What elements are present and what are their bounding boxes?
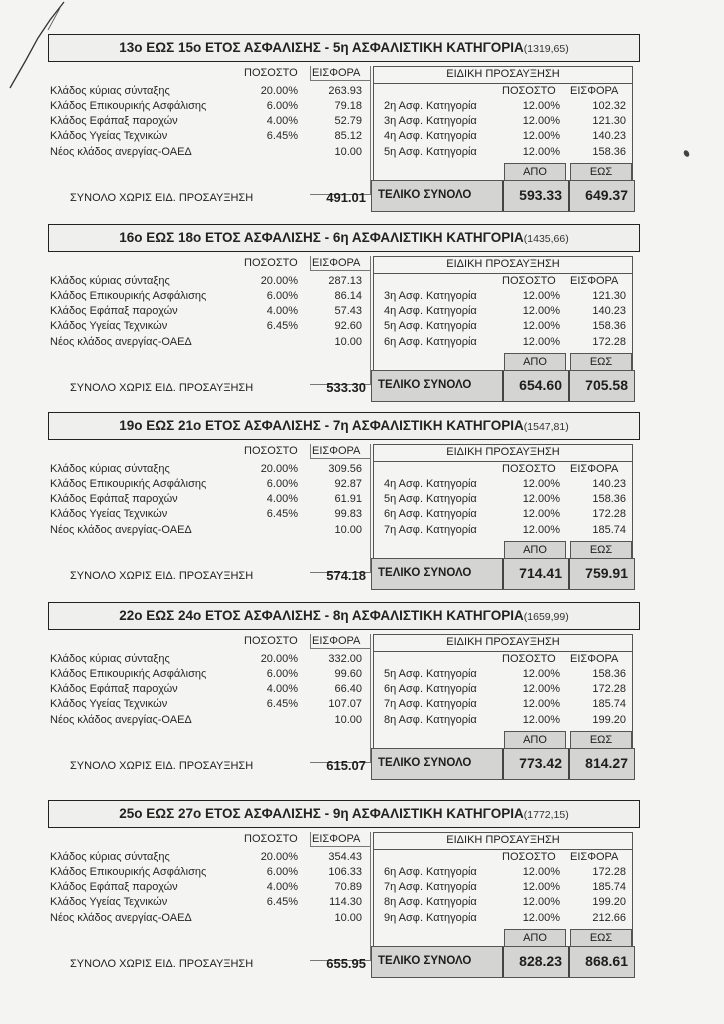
fund-name: Κλάδος Υγείας Τεχνικών	[50, 896, 168, 908]
fund-contribution: 10.00	[334, 912, 362, 924]
fund-name: Κλάδος κύριας σύνταξης	[50, 653, 170, 665]
special-bonus-title: ΕΙΔΙΚΗ ΠΡΟΣΑΥΞΗΣΗ	[446, 258, 560, 270]
special-bonus-title: ΕΙΔΙΚΗ ΠΡΟΣΑΥΞΗΣΗ	[446, 636, 560, 648]
bonus-percent: 12.00%	[522, 493, 560, 505]
to-header: ΕΩΣ	[570, 163, 632, 181]
section-title: 22ο ΕΩΣ 24ο ΕΤΟΣ ΑΣΦΑΛΙΣΗΣ - 8η ΑΣΦΑΛΙΣΤΙΚΗ ΚΑΤΗΓΟΡΙΑ	[119, 608, 524, 623]
bonus-percent: 12.00%	[522, 683, 560, 695]
bonus-contribution: 102.32	[592, 100, 626, 112]
final-total-from: 828.23	[519, 953, 562, 969]
final-total-box	[371, 946, 635, 978]
scan-speck	[683, 149, 691, 158]
fund-percent: 6.45%	[266, 698, 298, 710]
bonus-contribution: 172.28	[592, 866, 626, 878]
bonus-contribution: 185.74	[592, 881, 626, 893]
bonus-percent: 12.00%	[522, 478, 560, 490]
divider	[374, 849, 632, 850]
fund-name: Κλάδος κύριας σύνταξης	[50, 463, 170, 475]
from-header: ΑΠΟ	[504, 163, 566, 181]
fund-contribution: 52.79	[334, 115, 362, 127]
insurance-section	[48, 602, 640, 777]
bonus-percent: 12.00%	[522, 305, 560, 317]
bonus-percent: 12.00%	[522, 668, 560, 680]
insurance-section	[48, 412, 640, 587]
fund-name: Κλάδος Επικουρικής Ασφάλισης	[50, 100, 207, 112]
total-no-bonus-value: 615.07	[326, 758, 366, 773]
fund-percent: 4.00%	[266, 493, 298, 505]
insurance-section	[48, 224, 640, 399]
bonus-percent: 12.00%	[522, 100, 560, 112]
section-title: 13ο ΕΩΣ 15ο ΕΤΟΣ ΑΣΦΑΛΙΣΗΣ - 5η ΑΣΦΑΛΙΣΤΙΚΗ ΚΑΤΗΓΟΡΙΑ	[119, 40, 524, 55]
fund-contribution: 57.43	[334, 305, 362, 317]
divider	[502, 181, 504, 211]
total-no-bonus-label: ΣΥΝΟΛΟ ΧΩΡΙΣ ΕΙΔ. ΠΡΟΣΑΥΞΗΣΗ	[70, 570, 254, 582]
section-code: (1319,65)	[523, 43, 569, 55]
fund-contribution: 70.89	[334, 881, 362, 893]
fund-percent: 6.00%	[266, 668, 298, 680]
to-header: ΕΩΣ	[570, 731, 632, 749]
total-no-bonus-label: ΣΥΝΟΛΟ ΧΩΡΙΣ ΕΙΔ. ΠΡΟΣΑΥΞΗΣΗ	[70, 192, 254, 204]
fund-name: Κλάδος Εφάπαξ παροχών	[50, 881, 178, 893]
header-percent: ΠΟΣΟΣΤΟ	[244, 635, 298, 647]
section-title-box	[48, 412, 640, 440]
divider	[502, 947, 504, 977]
fund-name: Κλάδος Εφάπαξ παροχών	[50, 493, 178, 505]
fund-percent: 6.00%	[266, 290, 298, 302]
bonus-percent: 12.00%	[522, 146, 560, 158]
bonus-contribution: 212.66	[592, 912, 626, 924]
final-total-to: 868.61	[585, 953, 628, 969]
special-bonus-title: ΕΙΔΙΚΗ ΠΡΟΣΑΥΞΗΣΗ	[446, 446, 560, 458]
final-total-label: ΤΕΛΙΚΟ ΣΥΝΟΛΟ	[378, 189, 472, 201]
header-percent: ΠΟΣΟΣΤΟ	[244, 833, 298, 845]
bonus-contribution: 140.23	[592, 478, 626, 490]
fund-name: Κλάδος Υγείας Τεχνικών	[50, 320, 168, 332]
bonus-contribution: 121.30	[592, 290, 626, 302]
to-header: ΕΩΣ	[570, 929, 632, 947]
section-code: (1772,15)	[523, 809, 569, 821]
bonus-category: 4η Ασφ. Κατηγορία	[384, 305, 477, 317]
section-title: 19ο ΕΩΣ 21ο ΕΤΟΣ ΑΣΦΑΛΙΣΗΣ - 7η ΑΣΦΑΛΙΣΤΙΚΗ ΚΑΤΗΓΟΡΙΑ	[119, 418, 524, 433]
fund-name: Κλάδος Επικουρικής Ασφάλισης	[50, 478, 207, 490]
fund-name: Νέος κλάδος ανεργίας-ΟΑΕΔ	[50, 524, 192, 536]
fund-contribution: 309.56	[328, 463, 362, 475]
final-total-box	[371, 558, 635, 590]
final-total-from: 654.60	[519, 377, 562, 393]
bonus-contribution: 121.30	[592, 115, 626, 127]
header-percent: ΠΟΣΟΣΤΟ	[244, 257, 298, 269]
fund-name: Κλάδος κύριας σύνταξης	[50, 851, 170, 863]
fund-percent: 6.45%	[266, 130, 298, 142]
bonus-header-contribution: ΕΙΣΦΟΡΑ	[570, 85, 619, 97]
total-no-bonus-value: 533.30	[326, 380, 366, 395]
bonus-header-contribution: ΕΙΣΦΟΡΑ	[570, 463, 619, 475]
divider	[374, 83, 632, 84]
fund-name: Νέος κλάδος ανεργίας-ΟΑΕΔ	[50, 146, 192, 158]
section-code: (1435,66)	[523, 233, 569, 245]
divider	[502, 559, 504, 589]
bonus-percent: 12.00%	[522, 912, 560, 924]
fund-name: Κλάδος Υγείας Τεχνικών	[50, 508, 168, 520]
fund-name: Νέος κλάδος ανεργίας-ΟΑΕΔ	[50, 336, 192, 348]
bonus-category: 9η Ασφ. Κατηγορία	[384, 912, 477, 924]
final-total-label: ΤΕΛΙΚΟ ΣΥΝΟΛΟ	[378, 567, 472, 579]
fund-contribution: 85.12	[334, 130, 362, 142]
final-total-to: 705.58	[585, 377, 628, 393]
bonus-header-contribution: ΕΙΣΦΟΡΑ	[570, 653, 619, 665]
fund-contribution: 263.93	[328, 85, 362, 97]
special-bonus-title: ΕΙΔΙΚΗ ΠΡΟΣΑΥΞΗΣΗ	[446, 68, 560, 80]
bonus-category: 8η Ασφ. Κατηγορία	[384, 714, 477, 726]
fund-percent: 6.45%	[266, 320, 298, 332]
insurance-section	[48, 34, 640, 209]
bonus-contribution: 172.28	[592, 683, 626, 695]
bonus-percent: 12.00%	[522, 320, 560, 332]
bonus-percent: 12.00%	[522, 714, 560, 726]
bonus-header-percent: ΠΟΣΟΣΤΟ	[502, 463, 556, 475]
final-total-from: 714.41	[519, 565, 562, 581]
bonus-contribution: 158.36	[592, 146, 626, 158]
bonus-category: 7η Ασφ. Κατηγορία	[384, 524, 477, 536]
fund-percent: 20.00%	[260, 85, 298, 97]
bonus-header-percent: ΠΟΣΟΣΤΟ	[502, 653, 556, 665]
fund-contribution: 114.30	[329, 896, 362, 908]
total-no-bonus-label: ΣΥΝΟΛΟ ΧΩΡΙΣ ΕΙΔ. ΠΡΟΣΑΥΞΗΣΗ	[70, 760, 254, 772]
bonus-contribution: 140.23	[592, 130, 626, 142]
fund-name: Κλάδος Εφάπαξ παροχών	[50, 115, 178, 127]
total-no-bonus-value: 574.18	[326, 568, 366, 583]
insurance-section	[48, 800, 640, 975]
total-no-bonus-value: 655.95	[326, 956, 366, 971]
fund-percent: 6.45%	[266, 896, 298, 908]
bonus-contribution: 158.36	[592, 668, 626, 680]
fund-percent: 6.00%	[266, 478, 298, 490]
section-title: 25ο ΕΩΣ 27ο ΕΤΟΣ ΑΣΦΑΛΙΣΗΣ - 9η ΑΣΦΑΛΙΣΤΙΚΗ ΚΑΤΗΓΟΡΙΑ	[119, 806, 524, 821]
bonus-header-contribution: ΕΙΣΦΟΡΑ	[570, 275, 619, 287]
divider	[374, 461, 632, 462]
fund-contribution: 92.60	[334, 320, 362, 332]
divider	[568, 181, 570, 211]
from-header: ΑΠΟ	[504, 353, 566, 371]
section-code: (1659,99)	[523, 611, 569, 623]
fund-contribution: 61.91	[334, 493, 362, 505]
divider	[374, 651, 632, 652]
to-header: ΕΩΣ	[570, 353, 632, 371]
bonus-category: 6η Ασφ. Κατηγορία	[384, 683, 477, 695]
from-header: ΑΠΟ	[504, 541, 566, 559]
section-title-box	[48, 224, 640, 252]
fund-contribution: 79.18	[334, 100, 362, 112]
final-total-label: ΤΕΛΙΚΟ ΣΥΝΟΛΟ	[378, 379, 472, 391]
total-no-bonus-value: 491.01	[326, 190, 366, 205]
bonus-header-contribution: ΕΙΣΦΟΡΑ	[570, 851, 619, 863]
bonus-percent: 12.00%	[522, 115, 560, 127]
special-bonus-title: ΕΙΔΙΚΗ ΠΡΟΣΑΥΞΗΣΗ	[446, 834, 560, 846]
fund-contribution: 66.40	[334, 683, 362, 695]
fund-percent: 20.00%	[260, 653, 298, 665]
divider	[502, 749, 504, 779]
bonus-contribution: 172.28	[592, 508, 626, 520]
bonus-category: 6η Ασφ. Κατηγορία	[384, 336, 477, 348]
bonus-contribution: 158.36	[592, 493, 626, 505]
bonus-category: 4η Ασφ. Κατηγορία	[384, 130, 477, 142]
header-contribution: ΕΙΣΦΟΡΑ	[312, 635, 361, 647]
bonus-header-percent: ΠΟΣΟΣΤΟ	[502, 85, 556, 97]
bonus-contribution: 185.74	[592, 698, 626, 710]
header-contribution: ΕΙΣΦΟΡΑ	[312, 257, 361, 269]
final-total-from: 773.42	[519, 755, 562, 771]
fund-contribution: 99.83	[334, 508, 362, 520]
header-percent: ΠΟΣΟΣΤΟ	[244, 67, 298, 79]
final-total-to: 649.37	[585, 187, 628, 203]
final-total-box	[371, 370, 635, 402]
bonus-contribution: 140.23	[592, 305, 626, 317]
final-total-label: ΤΕΛΙΚΟ ΣΥΝΟΛΟ	[378, 757, 472, 769]
bonus-percent: 12.00%	[522, 698, 560, 710]
final-total-from: 593.33	[519, 187, 562, 203]
bonus-percent: 12.00%	[522, 881, 560, 893]
bonus-header-percent: ΠΟΣΟΣΤΟ	[502, 851, 556, 863]
bonus-header-percent: ΠΟΣΟΣΤΟ	[502, 275, 556, 287]
bonus-contribution: 199.20	[592, 896, 626, 908]
fund-name: Κλάδος Υγείας Τεχνικών	[50, 130, 168, 142]
bonus-category: 4η Ασφ. Κατηγορία	[384, 478, 477, 490]
fund-contribution: 10.00	[334, 146, 362, 158]
fund-contribution: 86.14	[334, 290, 362, 302]
fund-percent: 4.00%	[266, 305, 298, 317]
bonus-category: 7η Ασφ. Κατηγορία	[384, 698, 477, 710]
bonus-percent: 12.00%	[522, 130, 560, 142]
divider	[502, 371, 504, 401]
header-contribution: ΕΙΣΦΟΡΑ	[312, 67, 361, 79]
bonus-category: 5η Ασφ. Κατηγορία	[384, 668, 477, 680]
fund-percent: 6.00%	[266, 100, 298, 112]
fund-name: Κλάδος κύριας σύνταξης	[50, 275, 170, 287]
to-header: ΕΩΣ	[570, 541, 632, 559]
fund-contribution: 10.00	[334, 524, 362, 536]
bonus-percent: 12.00%	[522, 336, 560, 348]
fund-percent: 4.00%	[266, 683, 298, 695]
bonus-category: 6η Ασφ. Κατηγορία	[384, 866, 477, 878]
fund-contribution: 10.00	[334, 714, 362, 726]
final-total-to: 814.27	[585, 755, 628, 771]
fund-percent: 4.00%	[266, 115, 298, 127]
fund-name: Κλάδος Εφάπαξ παροχών	[50, 683, 178, 695]
divider	[568, 371, 570, 401]
total-no-bonus-label: ΣΥΝΟΛΟ ΧΩΡΙΣ ΕΙΔ. ΠΡΟΣΑΥΞΗΣΗ	[70, 958, 254, 970]
fund-name: Νέος κλάδος ανεργίας-ΟΑΕΔ	[50, 714, 192, 726]
fund-contribution: 287.13	[328, 275, 362, 287]
bonus-category: 2η Ασφ. Κατηγορία	[384, 100, 477, 112]
divider	[568, 947, 570, 977]
header-percent: ΠΟΣΟΣΤΟ	[244, 445, 298, 457]
fund-name: Κλάδος Επικουρικής Ασφάλισης	[50, 866, 207, 878]
header-contribution: ΕΙΣΦΟΡΑ	[312, 833, 361, 845]
fund-name: Κλάδος Υγείας Τεχνικών	[50, 698, 168, 710]
bonus-contribution: 158.36	[592, 320, 626, 332]
divider	[568, 749, 570, 779]
section-title-box	[48, 602, 640, 630]
bonus-percent: 12.00%	[522, 866, 560, 878]
bonus-category: 5η Ασφ. Κατηγορία	[384, 146, 477, 158]
bonus-percent: 12.00%	[522, 508, 560, 520]
final-total-to: 759.91	[585, 565, 628, 581]
divider	[568, 559, 570, 589]
bonus-contribution: 199.20	[592, 714, 626, 726]
final-total-label: ΤΕΛΙΚΟ ΣΥΝΟΛΟ	[378, 955, 472, 967]
final-total-box	[371, 180, 635, 212]
divider	[374, 273, 632, 274]
bonus-category: 3η Ασφ. Κατηγορία	[384, 290, 477, 302]
bonus-contribution: 185.74	[592, 524, 626, 536]
fund-percent: 20.00%	[260, 851, 298, 863]
fund-name: Κλάδος Επικουρικής Ασφάλισης	[50, 290, 207, 302]
bonus-category: 5η Ασφ. Κατηγορία	[384, 493, 477, 505]
fund-percent: 20.00%	[260, 463, 298, 475]
fund-contribution: 10.00	[334, 336, 362, 348]
bonus-contribution: 172.28	[592, 336, 626, 348]
from-header: ΑΠΟ	[504, 731, 566, 749]
header-contribution: ΕΙΣΦΟΡΑ	[312, 445, 361, 457]
fund-contribution: 92.87	[334, 478, 362, 490]
fund-contribution: 332.00	[328, 653, 362, 665]
final-total-box	[371, 748, 635, 780]
fund-percent: 20.00%	[260, 275, 298, 287]
section-title-box	[48, 34, 640, 62]
fund-name: Κλάδος Εφάπαξ παροχών	[50, 305, 178, 317]
from-header: ΑΠΟ	[504, 929, 566, 947]
fund-contribution: 107.07	[328, 698, 362, 710]
bonus-percent: 12.00%	[522, 896, 560, 908]
fund-contribution: 354.43	[328, 851, 362, 863]
bonus-category: 6η Ασφ. Κατηγορία	[384, 508, 477, 520]
fund-name: Κλάδος κύριας σύνταξης	[50, 85, 170, 97]
bonus-category: 8η Ασφ. Κατηγορία	[384, 896, 477, 908]
bonus-percent: 12.00%	[522, 290, 560, 302]
bonus-percent: 12.00%	[522, 524, 560, 536]
fund-name: Κλάδος Επικουρικής Ασφάλισης	[50, 668, 207, 680]
section-title: 16ο ΕΩΣ 18ο ΕΤΟΣ ΑΣΦΑΛΙΣΗΣ - 6η ΑΣΦΑΛΙΣΤΙΚΗ ΚΑΤΗΓΟΡΙΑ	[119, 230, 524, 245]
bonus-category: 7η Ασφ. Κατηγορία	[384, 881, 477, 893]
fund-name: Νέος κλάδος ανεργίας-ΟΑΕΔ	[50, 912, 192, 924]
bonus-category: 5η Ασφ. Κατηγορία	[384, 320, 477, 332]
bonus-category: 3η Ασφ. Κατηγορία	[384, 115, 477, 127]
fund-contribution: 99.60	[334, 668, 362, 680]
fund-percent: 6.45%	[266, 508, 298, 520]
fund-percent: 4.00%	[266, 881, 298, 893]
fund-percent: 6.00%	[266, 866, 298, 878]
fund-contribution: 106.33	[328, 866, 362, 878]
section-title-box	[48, 800, 640, 828]
section-code: (1547,81)	[523, 421, 569, 433]
total-no-bonus-label: ΣΥΝΟΛΟ ΧΩΡΙΣ ΕΙΔ. ΠΡΟΣΑΥΞΗΣΗ	[70, 382, 254, 394]
